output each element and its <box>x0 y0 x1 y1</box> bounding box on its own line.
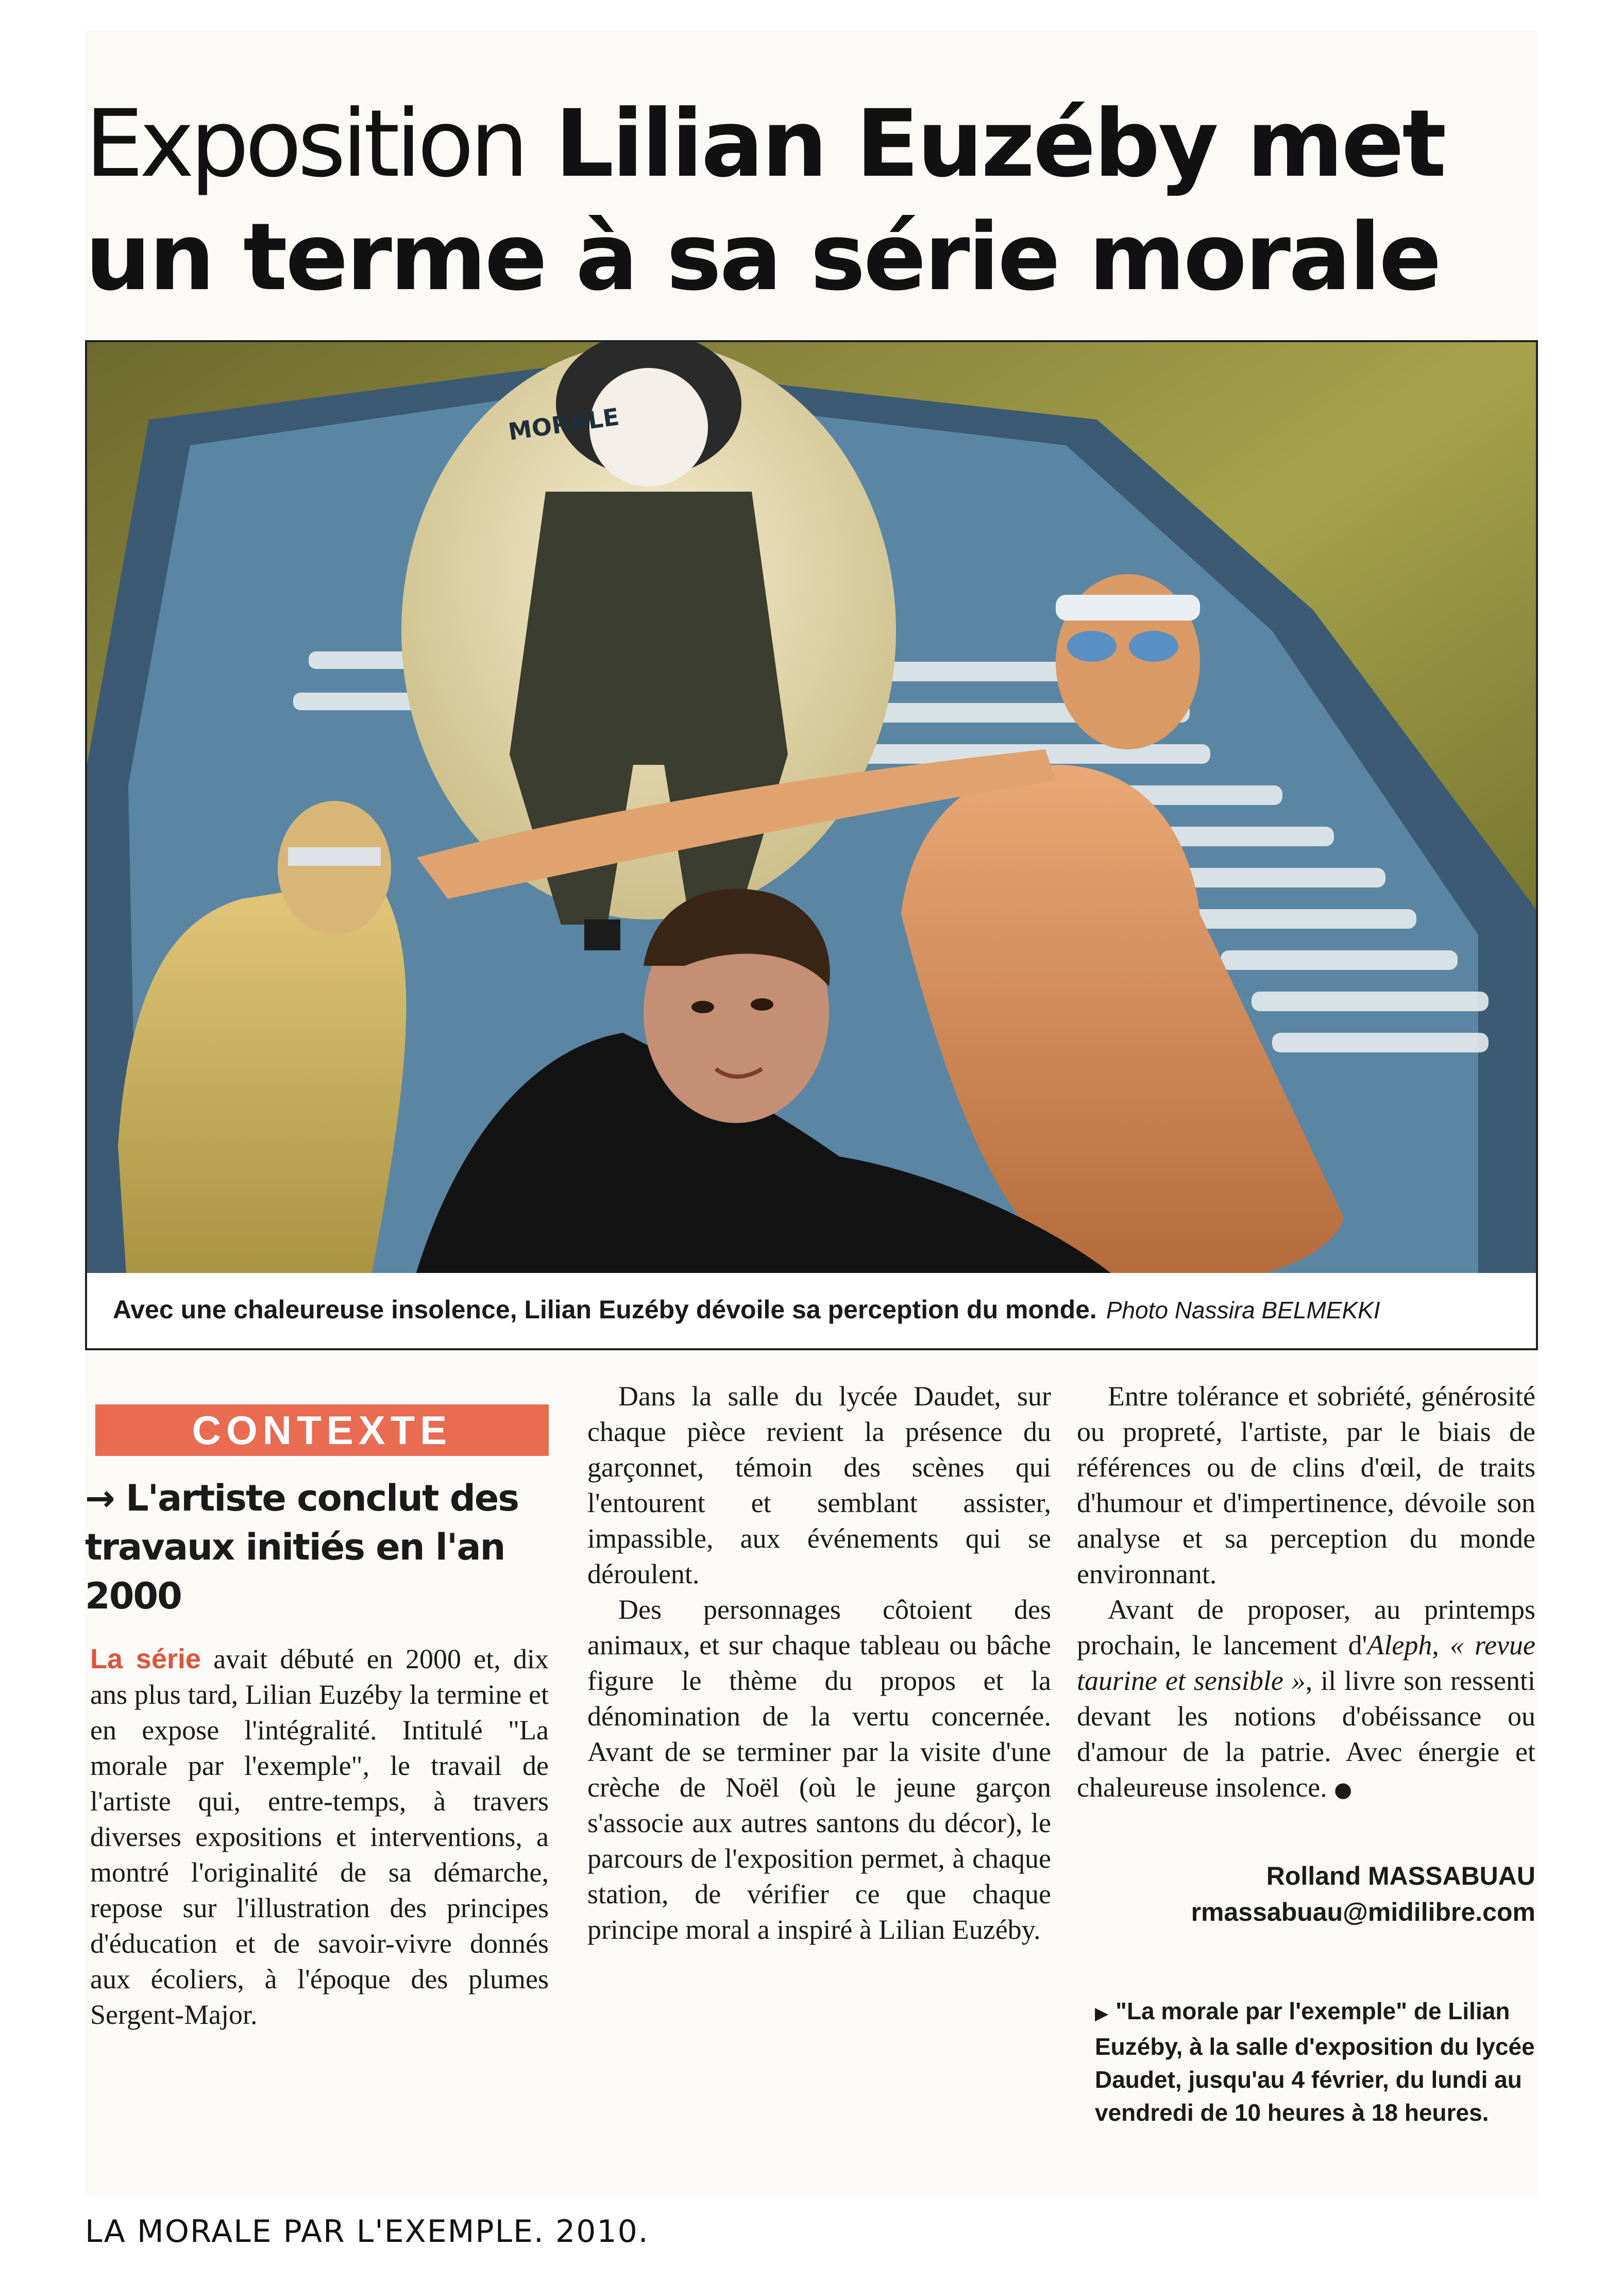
caption-text: Avec une chaleureuse insolence, Lilian Euzéby dévoile sa perception du monde. <box>113 1295 1097 1324</box>
article-paragraph: Dans la salle du lycée Daudet, sur chaque pièce revient la présence du garçonnet, témoin des scènes qui l'entourent et semblant assister, impassible, aux événements qui se déroulent. <box>587 1381 1051 1589</box>
article-paragraph: Des personnages côtoient des animaux, et sur chaque tableau ou bâche figure le thème du propos et la dénomination de la vertu concernée. Avant de se terminer par la visite d'une crèche de Noël (où le jeune garçon s'associe aux autres santons du décor), le parcours de l'exposition permet, à chaque station, de vérifier ce que chaque principe moral a inspiré à Lilian Euzéby. <box>587 1594 1051 1945</box>
paragraph-1-text: avait débuté en 2000 et, dix ans plus tard, Lilian Euzéby la termine et en expose l'intégralité. Intitulé "La morale par l'exemple", le travail de l'artiste qui, entre-temps, à travers diverses expositions et interventions, a montré l'originalité de sa démarche, repose sur l'illustration des principes d'éducation et de savoir-vivre donnés aux écoliers, à l'époque des plumes Sergent-Major. <box>90 1644 549 2030</box>
photo-credit: Photo Nassira BELMEKKI <box>1106 1297 1380 1323</box>
photo-caption <box>85 1273 1538 1350</box>
poster-label: MORALE <box>506 403 621 446</box>
end-mark: ● <box>1334 1778 1352 1802</box>
article-paragraph <box>90 1641 549 2033</box>
article-column-1 <box>90 1641 549 2033</box>
info-marker-icon: ▶ <box>1095 2003 1109 2024</box>
practical-info <box>1095 1995 1538 2129</box>
article-column-2 <box>587 1379 1051 1948</box>
article-paragraph: Avant de proposer, au printemps prochain, le lancement d'Aleph, « revue taurine et sensible », il livre son ressenti devant les notions d'obéissance ou d'amour de la patrie. Avec énergie et chaleureuse insolence. ● <box>1077 1594 1535 1803</box>
headline-title: Lilian Euzéby met un terme à sa série morale <box>85 90 1445 311</box>
context-subhead: → L'artiste conclut des travaux initiés en l'an 2000 <box>85 1477 519 1617</box>
context-badge: CONTEXTE <box>95 1404 549 1456</box>
article-column-3 <box>1077 1379 1535 1808</box>
author-email: rmassabuau@midilibre.com <box>1191 1898 1535 1926</box>
lead-word: La série <box>90 1644 201 1674</box>
info-text: "La morale par l'exemple" de Lilian Euzéby, à la salle d'exposition du lycée Daudet, jusqu'au 4 février, du lundi au vendredi de 10 heures à 18 heures. <box>1095 1998 1535 2126</box>
author-name: Rolland MASSABUAU <box>1266 1862 1535 1890</box>
headline <box>85 88 1538 314</box>
article-paragraph: Entre tolérance et sobriété, générosité ou propreté, l'artiste, par le biais de références ou de clins d'œil, de traits d'humour et d'impertinence, dévoile son analyse et sa perception du monde environnant. <box>1077 1381 1535 1589</box>
footer-caption: LA MORALE PAR L'EXEMPLE. 2010. <box>85 2214 649 2250</box>
publication-name: Aleph <box>1367 1630 1432 1661</box>
headline-kicker: Exposition <box>85 90 525 198</box>
newspaper-clipping <box>85 31 1538 2196</box>
byline <box>1077 1858 1535 1930</box>
article-photo <box>85 340 1538 1309</box>
publication-tagline: « revue taurine et sensible » <box>1077 1630 1535 1696</box>
